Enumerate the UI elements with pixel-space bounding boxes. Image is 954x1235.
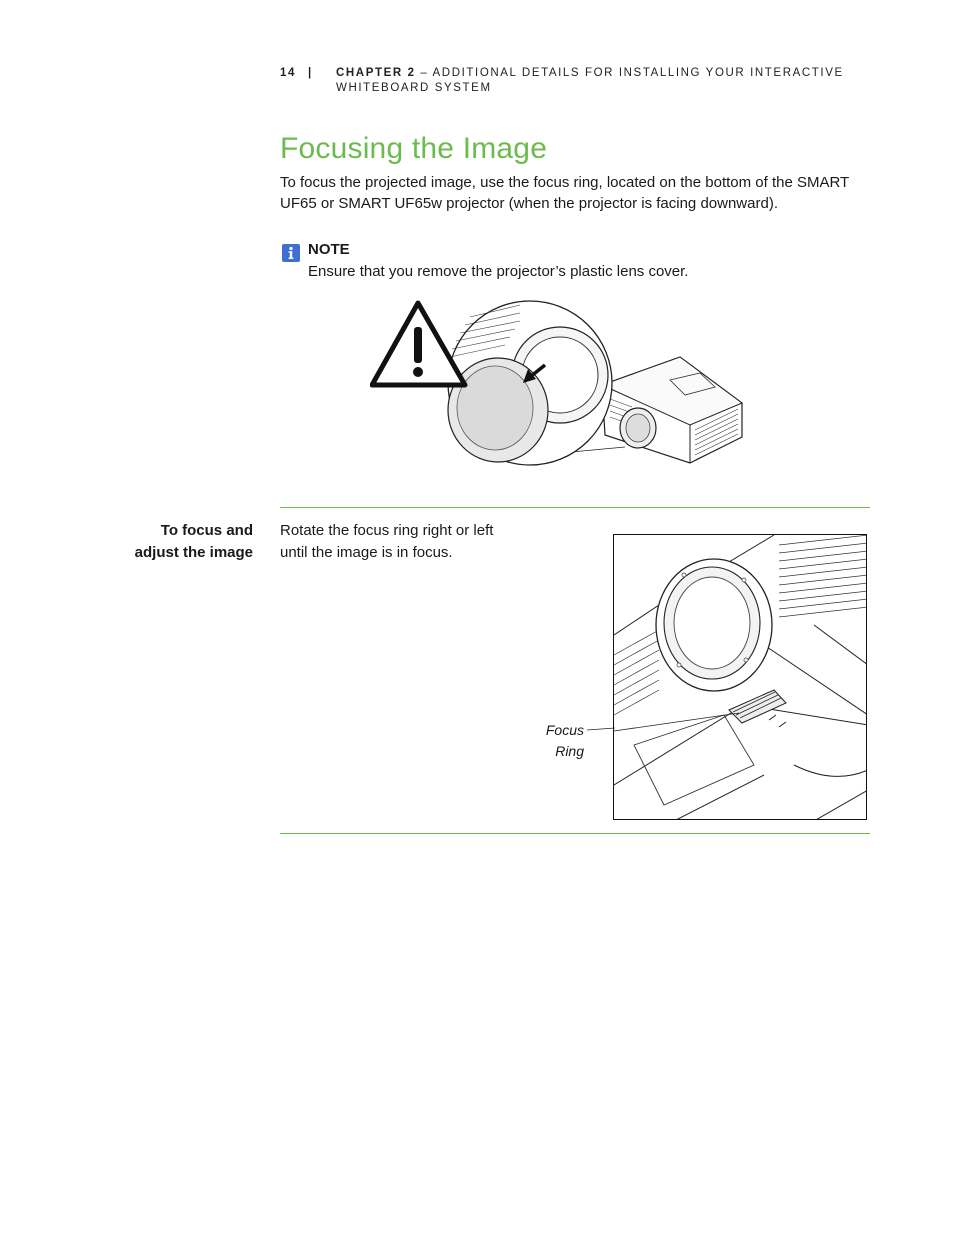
section-intro: To focus the projected image, use the focus ring, located on the bottom of the SMART UF65 or SMART UF65w projector (when the projector is facing downward). — [280, 174, 849, 212]
procedure-step: Rotate the focus ring right or left until the image is in focus. — [280, 522, 494, 561]
chapter-name: – ADDITIONAL DETAILS FOR INSTALLING YOUR INTERACTIVE WHITEBOARD SYSTEM — [336, 67, 844, 94]
callout-line2: Ring — [555, 743, 584, 759]
section-divider-bottom — [280, 833, 870, 834]
section-title: Focusing the Image — [280, 132, 548, 165]
chapter-title — [336, 66, 876, 96]
procedure-heading-line2: adjust the image — [134, 544, 253, 561]
focus-ring — [729, 690, 786, 727]
procedure-heading-line1: To focus and — [160, 522, 253, 539]
callout-leader — [585, 700, 615, 745]
focus-ring-callout — [530, 720, 584, 762]
callout-line1: Focus — [545, 722, 584, 738]
chapter-label: CHAPTER 2 — [336, 67, 416, 79]
info-icon — [282, 244, 300, 262]
note-title: NOTE — [308, 241, 350, 258]
note-text: Ensure that you remove the projector’s plastic lens cover. — [308, 263, 689, 280]
page-number: 14 — [280, 67, 296, 79]
section-divider-top — [280, 507, 870, 508]
warning-icon — [372, 303, 465, 385]
lens-cover-illustration — [370, 295, 750, 475]
focus-ring-illustration — [613, 534, 867, 820]
header-separator: | — [308, 67, 313, 79]
procedure-heading — [100, 520, 253, 564]
